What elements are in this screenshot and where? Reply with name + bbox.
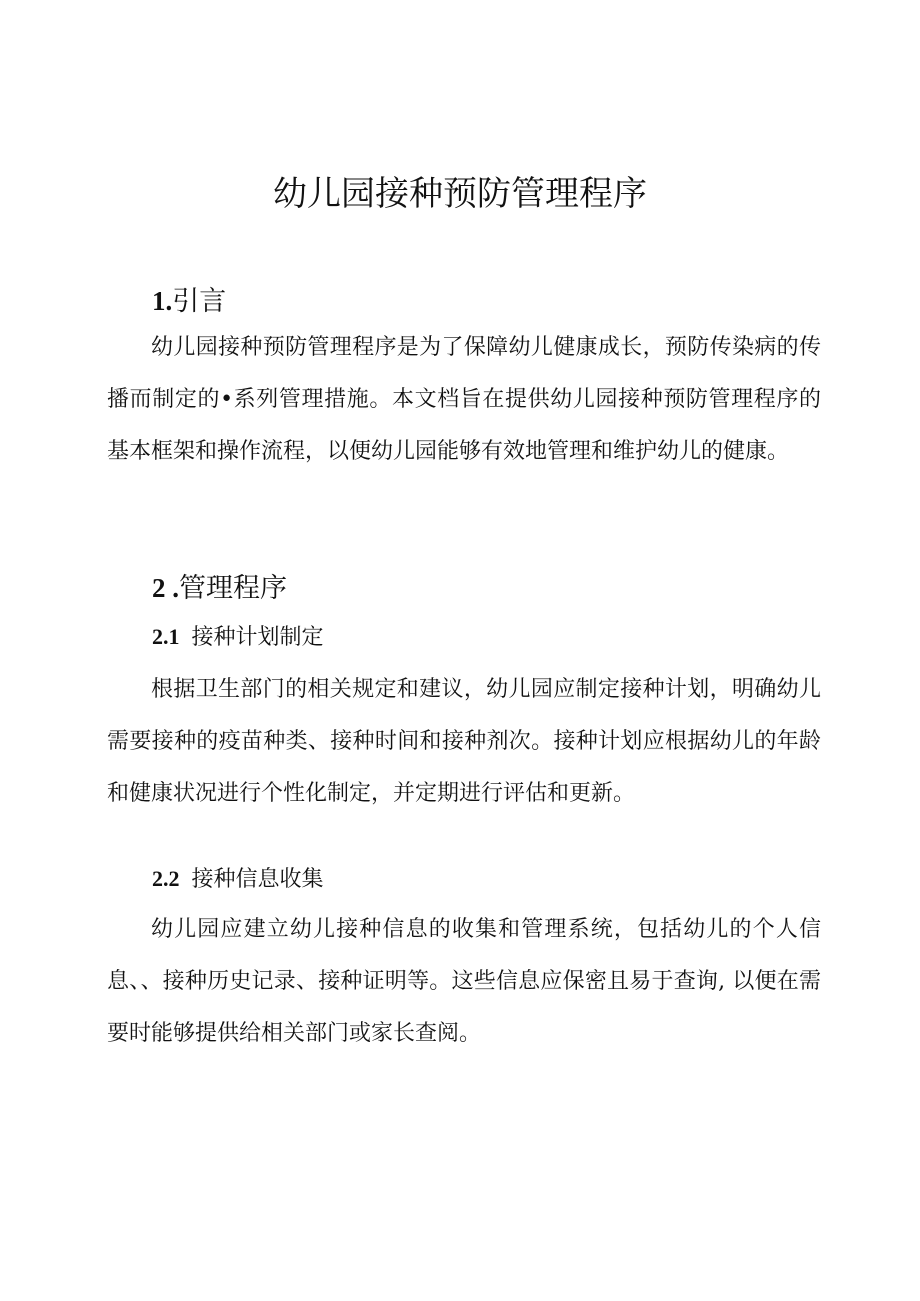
section-2-number: 2 . bbox=[152, 573, 179, 603]
subsection-2-1-title: 接种计划制定 bbox=[191, 625, 324, 650]
section-1-number: 1. bbox=[152, 286, 173, 316]
section-1-heading bbox=[152, 283, 226, 320]
subsection-2-1-paragraph: 根据卫生部门的相关规定和建议，幼儿园应制定接种计划，明确幼儿需要接种的疫苗种类、接种时间和接种剂次。接种计划应根据幼儿的年龄和健康状况进行个性化制定，并定期进行评估和更新。 bbox=[107, 677, 821, 806]
page-title: 幼儿园接种预防管理程序 bbox=[273, 174, 647, 214]
subsection-2-1-number: 2.1 bbox=[152, 624, 180, 649]
section-2-title: 管理程序 bbox=[179, 573, 287, 604]
subsection-2-2-heading bbox=[152, 864, 324, 895]
subsection-2-2-title: 接种信息收集 bbox=[191, 867, 324, 892]
subsection-2-2-paragraph: 幼儿园应建立幼儿接种信息的收集和管理系统，包括幼儿的个人信息、、接种历史记录、接种证明等。这些信息应保密且易于查询, 以便在需要时能够提供给相关部门或家长查阅。 bbox=[107, 917, 821, 1046]
section-2-heading bbox=[152, 570, 287, 607]
section-1-title: 引言 bbox=[172, 286, 227, 317]
subsection-2-1-heading bbox=[152, 622, 324, 653]
section-1-paragraph: 幼儿园接种预防管理程序是为了保障幼儿健康成长，预防传染病的传播而制定的•系列管理措施。本文档旨在提供幼儿园接种预防管理程序的基本框架和操作流程，以便幼儿园能够有效地管理和维护幼儿的健康。 bbox=[107, 335, 821, 464]
subsection-2-2-number: 2.2 bbox=[152, 866, 180, 891]
